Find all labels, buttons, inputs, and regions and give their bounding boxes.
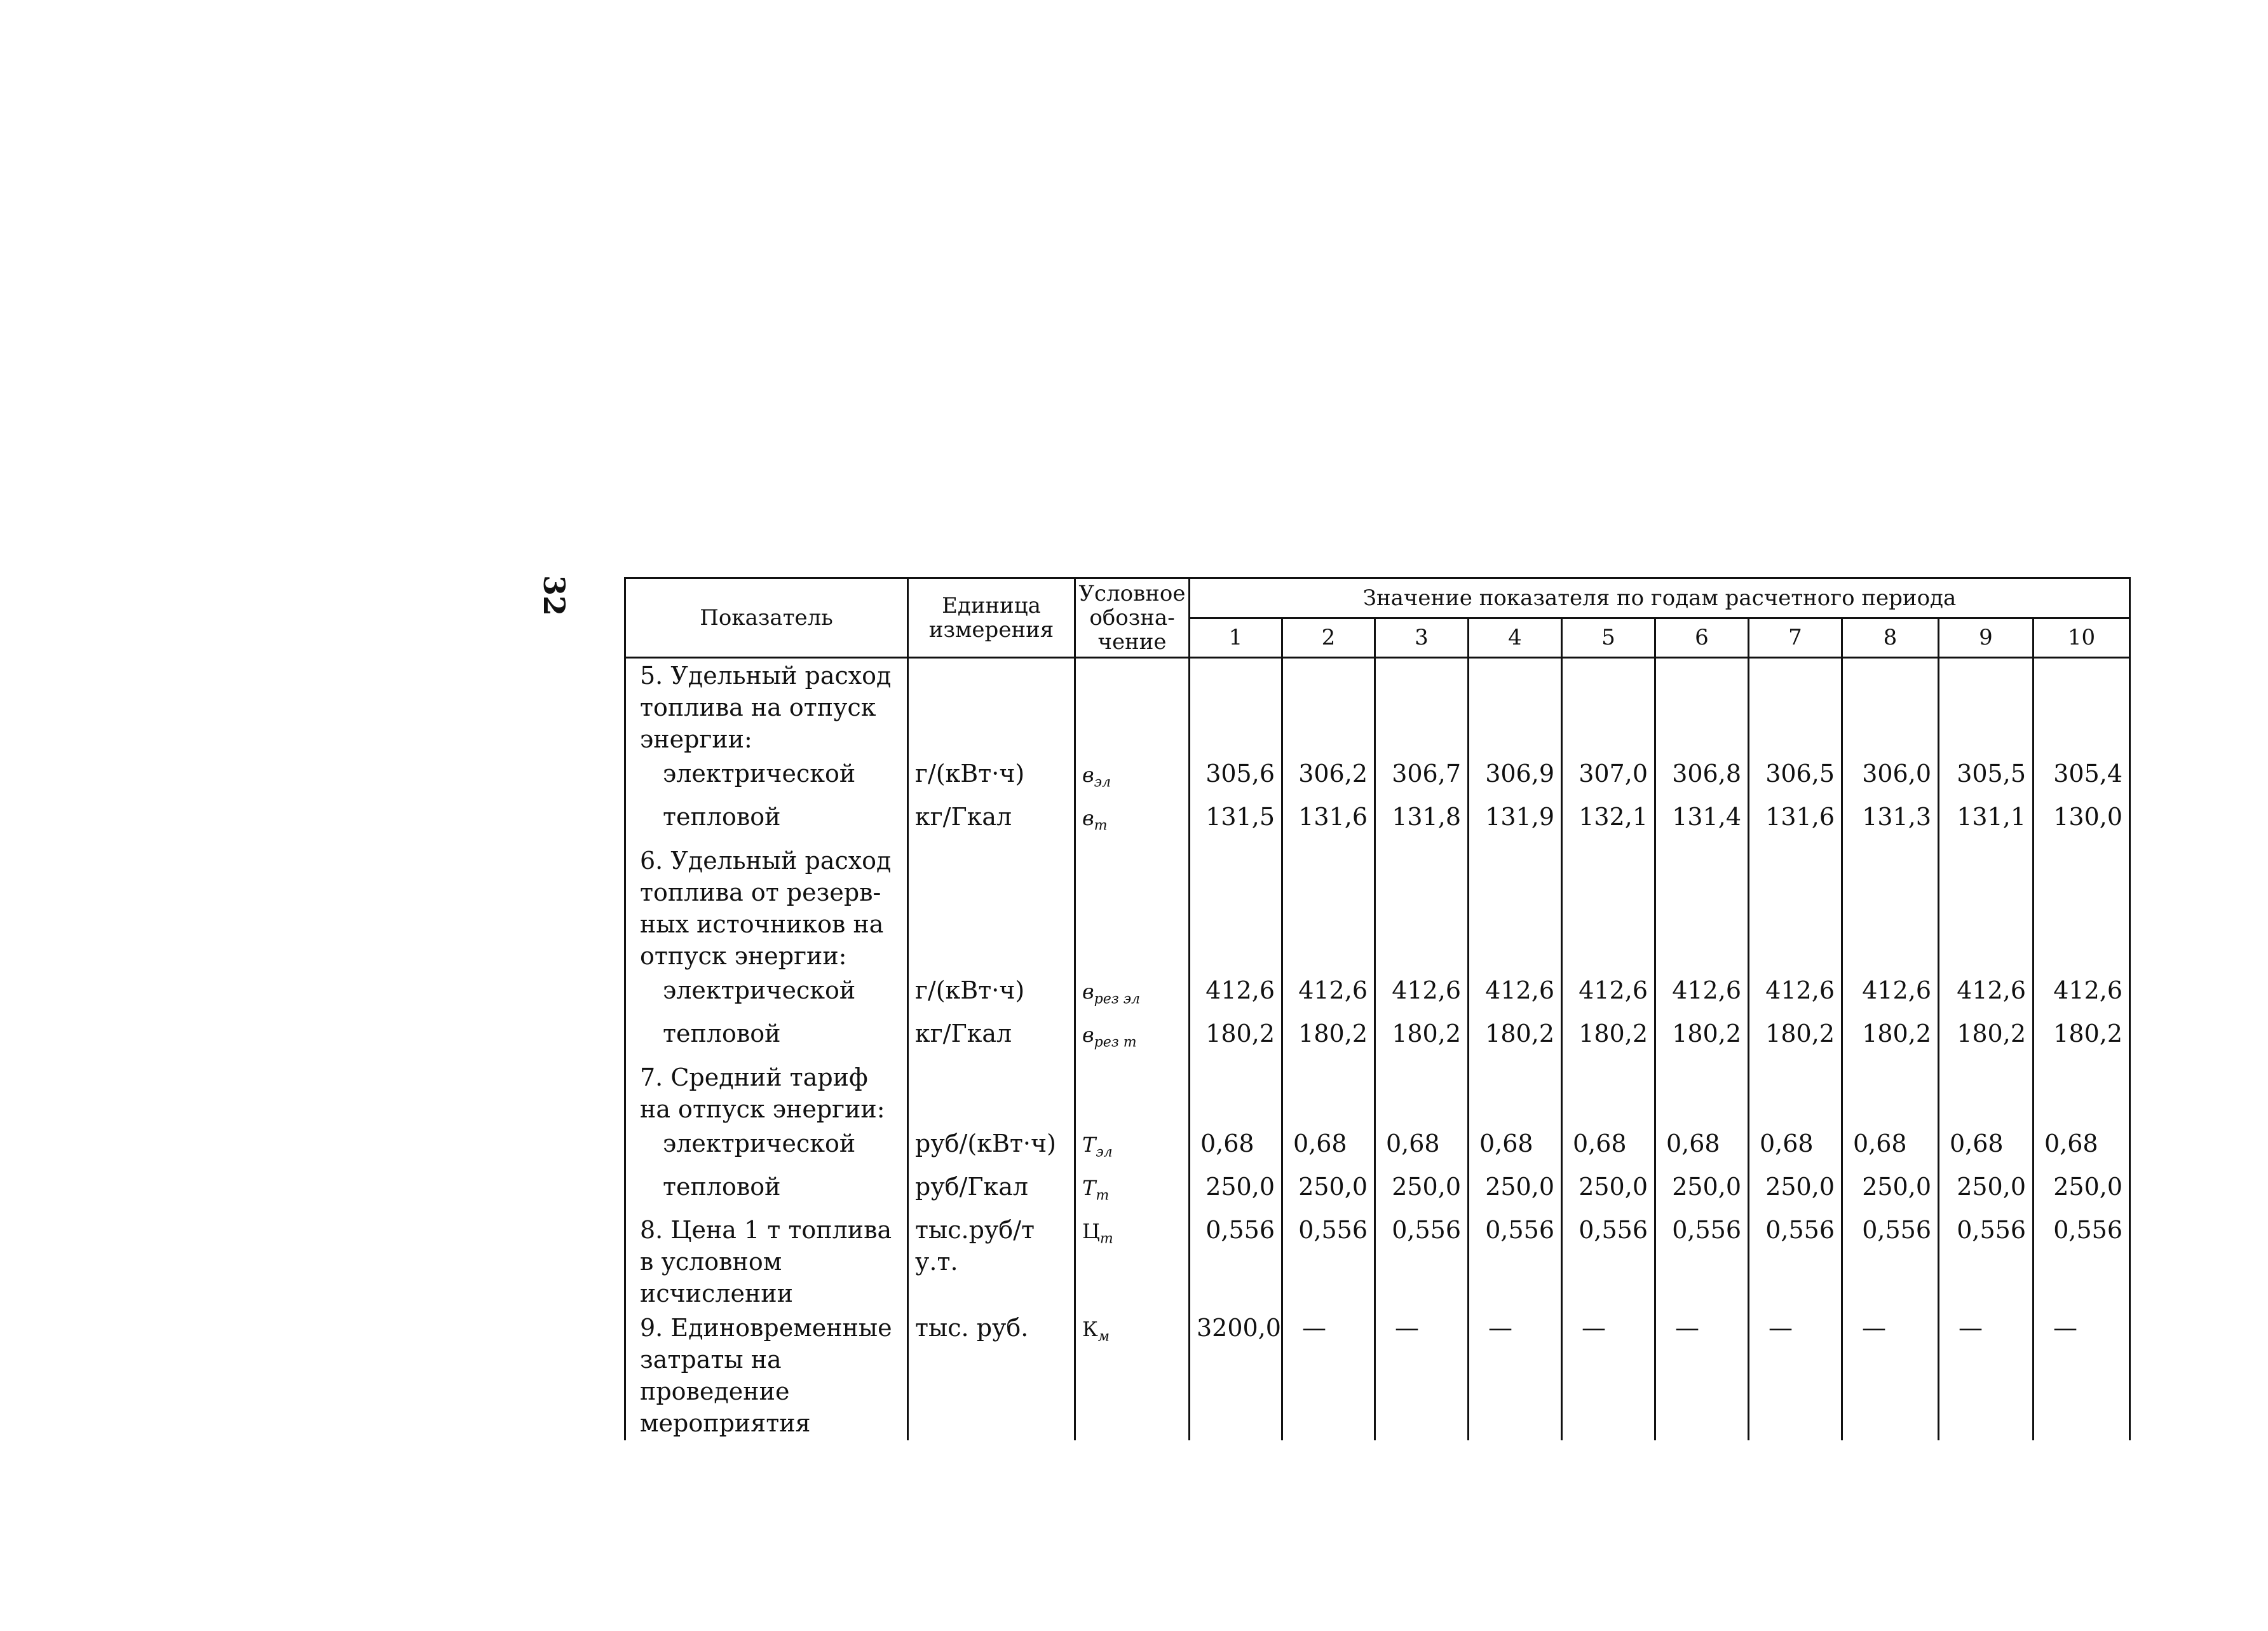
section-title: 6. Удельный расход топлива от резерв-ных источников на отпуск энергии: bbox=[625, 843, 908, 973]
value-cell: 0,556 bbox=[1749, 1213, 1842, 1311]
value-cell: 180,2 bbox=[1469, 1016, 1562, 1060]
year-header: 8 bbox=[1842, 618, 1939, 658]
row-label: электрической bbox=[625, 1126, 908, 1170]
value-cell: 412,6 bbox=[1375, 973, 1469, 1016]
section-title-row bbox=[625, 1060, 2130, 1126]
value-cell: 0,68 bbox=[1939, 1126, 2034, 1170]
value-cell: 250,0 bbox=[1562, 1170, 1655, 1213]
year-header: 3 bbox=[1375, 618, 1469, 658]
value-cell: — bbox=[1375, 1311, 1469, 1440]
row-symbol: $Т_{эл}$ bbox=[1075, 1126, 1190, 1170]
value-cell: 180,2 bbox=[1655, 1016, 1749, 1060]
value-cell: 131,3 bbox=[1842, 800, 1939, 843]
indicator-table bbox=[624, 577, 2131, 1440]
value-cell: 306,0 bbox=[1842, 756, 1939, 800]
header-values-title: Значение показателя по годам расчетного периода bbox=[1190, 578, 2130, 618]
year-header: 7 bbox=[1749, 618, 1842, 658]
row-unit: г/(кВт·ч) bbox=[908, 756, 1075, 800]
row-unit: г/(кВт·ч) bbox=[908, 973, 1075, 1016]
value-cell: 131,4 bbox=[1655, 800, 1749, 843]
value-cell: 412,6 bbox=[1749, 973, 1842, 1016]
year-header: 4 bbox=[1469, 618, 1562, 658]
row-unit: тыс. руб. bbox=[908, 1311, 1075, 1440]
value-cell: 0,68 bbox=[1749, 1126, 1842, 1170]
row-symbol: $в_{эл}$ bbox=[1075, 756, 1190, 800]
value-cell: 131,9 bbox=[1469, 800, 1562, 843]
value-cell: 250,0 bbox=[1375, 1170, 1469, 1213]
value-cell: 412,6 bbox=[1655, 973, 1749, 1016]
value-cell: — bbox=[1842, 1311, 1939, 1440]
value-cell: 412,6 bbox=[1562, 973, 1655, 1016]
row-label: тепловой bbox=[625, 1170, 908, 1213]
year-header: 1 bbox=[1190, 618, 1282, 658]
table-row bbox=[625, 1126, 2130, 1170]
value-cell: 412,6 bbox=[1190, 973, 1282, 1016]
value-cell: 180,2 bbox=[1562, 1016, 1655, 1060]
value-cell: 0,68 bbox=[1469, 1126, 1562, 1170]
value-cell: 412,6 bbox=[1842, 973, 1939, 1016]
value-cell: 0,68 bbox=[1190, 1126, 1282, 1170]
value-cell: 0,68 bbox=[1282, 1126, 1375, 1170]
value-cell: 0,556 bbox=[1190, 1213, 1282, 1311]
table-row bbox=[625, 1170, 2130, 1213]
row-label: электрической bbox=[625, 756, 908, 800]
value-cell: 306,5 bbox=[1749, 756, 1842, 800]
value-cell: 412,6 bbox=[1469, 973, 1562, 1016]
value-cell: 306,8 bbox=[1655, 756, 1749, 800]
value-cell: 0,556 bbox=[1562, 1213, 1655, 1311]
value-cell: — bbox=[1469, 1311, 1562, 1440]
table-row bbox=[625, 973, 2130, 1016]
section-title: 5. Удельный расход топлива на отпуск энергии: bbox=[625, 658, 908, 757]
value-cell: 412,6 bbox=[1939, 973, 2034, 1016]
row-label: электрической bbox=[625, 973, 908, 1016]
value-cell: — bbox=[1939, 1311, 2034, 1440]
value-cell: 131,1 bbox=[1939, 800, 2034, 843]
value-cell: 180,2 bbox=[1282, 1016, 1375, 1060]
row-symbol: $Т_т$ bbox=[1075, 1170, 1190, 1213]
value-cell: 0,556 bbox=[1469, 1213, 1562, 1311]
row-symbol: $Ц_т$ bbox=[1075, 1213, 1190, 1311]
value-cell: 250,0 bbox=[1842, 1170, 1939, 1213]
value-cell: 0,68 bbox=[1842, 1126, 1939, 1170]
row-unit: руб/(кВт·ч) bbox=[908, 1126, 1075, 1170]
table-row bbox=[625, 1016, 2130, 1060]
value-cell: — bbox=[1655, 1311, 1749, 1440]
value-cell: 250,0 bbox=[1939, 1170, 2034, 1213]
value-cell: 0,556 bbox=[1939, 1213, 2034, 1311]
value-cell: 412,6 bbox=[2034, 973, 2130, 1016]
value-cell: 250,0 bbox=[2034, 1170, 2130, 1213]
value-cell: 307,0 bbox=[1562, 756, 1655, 800]
row-unit: тыс.руб/т у.т. bbox=[908, 1213, 1075, 1311]
value-cell: 250,0 bbox=[1655, 1170, 1749, 1213]
value-cell: 0,68 bbox=[1375, 1126, 1469, 1170]
value-cell: 0,68 bbox=[1562, 1126, 1655, 1170]
value-cell: 131,5 bbox=[1190, 800, 1282, 843]
row-unit: кг/Гкал bbox=[908, 800, 1075, 843]
value-cell: — bbox=[2034, 1311, 2130, 1440]
value-cell: 250,0 bbox=[1282, 1170, 1375, 1213]
row-symbol: $в_{рез т}$ bbox=[1075, 1016, 1190, 1060]
value-cell: 412,6 bbox=[1282, 973, 1375, 1016]
value-cell: 180,2 bbox=[1939, 1016, 2034, 1060]
section-title: 8. Цена 1 т топлива в условном исчислении bbox=[625, 1213, 908, 1311]
header-symbol: Условное обозна- чение bbox=[1075, 578, 1190, 658]
value-cell: 305,6 bbox=[1190, 756, 1282, 800]
year-header: 9 bbox=[1939, 618, 2034, 658]
section-title: 9. Единовременные затраты на проведение мероприятия bbox=[625, 1311, 908, 1440]
value-cell: 0,556 bbox=[1842, 1213, 1939, 1311]
row-unit: руб/Гкал bbox=[908, 1170, 1075, 1213]
value-cell: 131,6 bbox=[1282, 800, 1375, 843]
value-cell: 131,8 bbox=[1375, 800, 1469, 843]
table-row bbox=[625, 1213, 2130, 1311]
table-body bbox=[625, 658, 2130, 1441]
page-number: 32 bbox=[537, 575, 571, 617]
value-cell: 0,556 bbox=[1282, 1213, 1375, 1311]
row-unit: кг/Гкал bbox=[908, 1016, 1075, 1060]
value-cell: 0,68 bbox=[2034, 1126, 2130, 1170]
value-cell: 180,2 bbox=[1190, 1016, 1282, 1060]
year-header: 6 bbox=[1655, 618, 1749, 658]
value-cell: 131,6 bbox=[1749, 800, 1842, 843]
value-cell: 180,2 bbox=[2034, 1016, 2130, 1060]
value-cell: 250,0 bbox=[1749, 1170, 1842, 1213]
value-cell: 0,68 bbox=[1655, 1126, 1749, 1170]
value-cell: 180,2 bbox=[1749, 1016, 1842, 1060]
value-cell: 130,0 bbox=[2034, 800, 2130, 843]
value-cell: — bbox=[1282, 1311, 1375, 1440]
value-cell: 305,4 bbox=[2034, 756, 2130, 800]
value-cell: 306,2 bbox=[1282, 756, 1375, 800]
value-cell: 180,2 bbox=[1842, 1016, 1939, 1060]
row-label: тепловой bbox=[625, 800, 908, 843]
section-title: 7. Средний тариф на отпуск энергии: bbox=[625, 1060, 908, 1126]
header-unit: Единица измерения bbox=[908, 578, 1075, 658]
row-symbol: $в_т$ bbox=[1075, 800, 1190, 843]
row-symbol: $в_{рез эл}$ bbox=[1075, 973, 1190, 1016]
value-cell: 0,556 bbox=[1375, 1213, 1469, 1311]
value-cell: 306,9 bbox=[1469, 756, 1562, 800]
value-cell: 250,0 bbox=[1469, 1170, 1562, 1213]
value-cell: 0,556 bbox=[1655, 1213, 1749, 1311]
table-row bbox=[625, 800, 2130, 843]
table-row bbox=[625, 1311, 2130, 1440]
value-cell: — bbox=[1562, 1311, 1655, 1440]
row-symbol: $К_м$ bbox=[1075, 1311, 1190, 1440]
value-cell: 306,7 bbox=[1375, 756, 1469, 800]
year-header: 5 bbox=[1562, 618, 1655, 658]
table-header bbox=[625, 578, 2130, 658]
row-label: тепловой bbox=[625, 1016, 908, 1060]
value-cell: — bbox=[1749, 1311, 1842, 1440]
year-header: 2 bbox=[1282, 618, 1375, 658]
table-row bbox=[625, 756, 2130, 800]
section-title-row bbox=[625, 658, 2130, 757]
header-indicator: Показатель bbox=[625, 578, 908, 658]
value-cell: 180,2 bbox=[1375, 1016, 1469, 1060]
value-cell: 250,0 bbox=[1190, 1170, 1282, 1213]
value-cell: 0,556 bbox=[2034, 1213, 2130, 1311]
value-cell: 3200,0 bbox=[1190, 1311, 1282, 1440]
section-title-row bbox=[625, 843, 2130, 973]
value-cell: 132,1 bbox=[1562, 800, 1655, 843]
value-cell: 305,5 bbox=[1939, 756, 2034, 800]
year-header: 10 bbox=[2034, 618, 2130, 658]
